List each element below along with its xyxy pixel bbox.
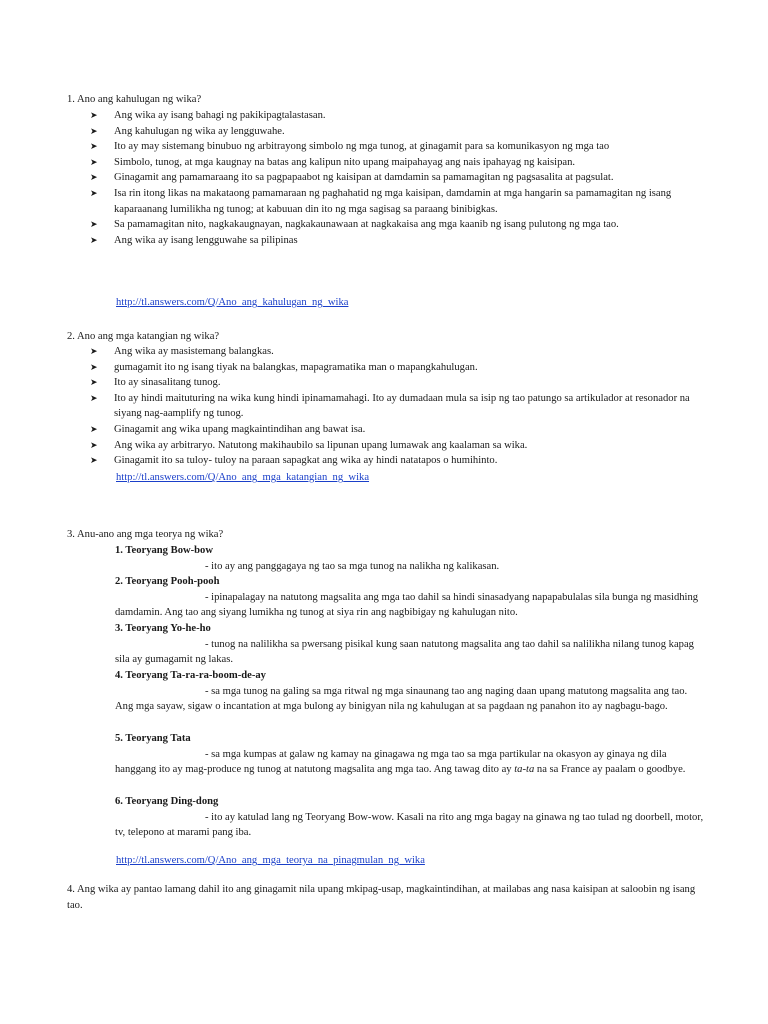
list-item: ➤ Sa pamamagitan nito, nagkakaugnayan, nagkakaunawaan at nagkakaisa ang mga kaanib ng isang pulutong ng mga tao.	[90, 217, 708, 233]
theory-item	[67, 543, 707, 574]
arrow-bullet-icon: ➤	[90, 361, 98, 372]
arrow-bullet-icon: ➤	[90, 377, 98, 388]
theory-item	[67, 621, 707, 668]
theory-title: 3. Teoryang Yo-he-ho	[115, 623, 211, 634]
source-link-1[interactable]: http://tl.answers.com/Q/Ano_ang_kahulugan_ng_wika	[116, 297, 349, 308]
arrow-bullet-icon: ➤	[90, 125, 98, 136]
arrow-bullet-icon: ➤	[90, 172, 98, 183]
list-item: ➤ Ang kahulugan ng wika ay lengguwahe.	[90, 124, 708, 140]
theory-title: 5. Teoryang Tata	[115, 733, 191, 744]
arrow-bullet-icon: ➤	[90, 187, 98, 198]
arrow-bullet-icon: ➤	[90, 141, 98, 152]
arrow-bullet-icon: ➤	[90, 439, 98, 450]
list-item: ➤ Ginagamit ang pamamaraang ito sa pagpapaabot ng kaisipan at damdamin sa pamamagitan ng pagsasalita at pagsulat.	[90, 170, 708, 186]
theory-description: - ipinapalagay na natutong magsalita ang mga tao dahil sa hindi sinasadyang napapabulalas sila bunga ng masidhing damdamin. Ang tao ang siyang lumikha ng tunog at siya rin ang nagbibigay ng kahulugan nito.	[115, 591, 699, 619]
question-2-bullets	[90, 344, 708, 469]
theory-item	[67, 574, 707, 621]
theory-description: - ito ay ang panggagaya ng tao sa mga tunog na nalikha ng kalikasan.	[205, 560, 500, 572]
arrow-bullet-icon: ➤	[90, 219, 98, 230]
theory-item	[67, 731, 707, 778]
arrow-bullet-icon: ➤	[90, 455, 98, 466]
list-item: ➤ Ito ay hindi maituturing na wika kung hindi ipinamamahagi. Ito ay dumadaan mula sa isip ng tao patungo sa artikulador at resonador na siyang nag-aamplify ng tunog.	[90, 392, 690, 420]
list-item: ➤ Ang wika ay arbitraryo. Natutong makihaubilo sa lipunan upang lumawak ang kaalaman sa wika.	[90, 438, 708, 454]
theory-title: 1. Teoryang Bow-bow	[115, 545, 214, 556]
arrow-bullet-icon: ➤	[90, 234, 98, 245]
arrow-bullet-icon: ➤	[90, 346, 98, 356]
arrow-bullet-icon: ➤	[90, 156, 98, 167]
theory-description: - sa mga tunog na galing sa mga ritwal ng mga sinaunang tao ang naging daan upang matutong magsalita ang tao. Ang mga sayaw, sigaw o incantation at mga bulong ay binigyan nila ng kahulugan at sa pagdaan ng panahon ito ay nagbagu-bago.	[115, 685, 688, 713]
arrow-bullet-icon: ➤	[90, 110, 98, 120]
theory-item	[67, 668, 707, 715]
arrow-bullet-icon: ➤	[90, 423, 98, 434]
theory-title: 6. Teoryang Ding-dong	[115, 796, 219, 807]
list-item: ➤ Ginagamit ito sa tuloy- tuloy na paraan sapagkat ang wika ay hindi natatapos o humihinto.	[90, 453, 708, 469]
theory-description: - sa mga kumpas at galaw ng kamay na ginagawa ng mga tao sa mga partikular na okasyon ay ginaya ng dila hanggang ito ay mag-produce ng tunog at natutong magsalita ang mga tao. Ang tawag dito ay ta-ta na sa France ay paalam o goodbye.	[115, 748, 686, 776]
theory-title: 4. Teoryang Ta-ra-ra-boom-de-ay	[115, 670, 266, 681]
list-item: ➤ Ang wika ay isang lengguwahe sa pilipinas	[90, 233, 708, 249]
theory-description: - tunog na nalilikha sa pwersang pisikal kung saan natutong magsalita ang tao dahil sa nalilikha nilang tunog kapag sila ay gumagamit ng lakas.	[115, 638, 694, 666]
list-item: ➤ Ito ay may sistemang binubuo ng arbitrayong simbolo ng mga tunog, at ginagamit para sa komunikasyon ng mga tao	[90, 139, 708, 155]
source-link-3[interactable]: http://tl.answers.com/Q/Ano_ang_mga_teorya_na_pinagmulan_ng_wika	[116, 855, 425, 866]
question-4-paragraph: 4. Ang wika ay pantao lamang dahil ito ang ginagamit nila upang mkipag-usap, magkaintindihan, at mailabas ang nasa kaisipan at saloobin ng isang tao.	[67, 884, 696, 911]
question-3-heading: 3. Anu-ano ang mga teorya ng wika?	[67, 529, 224, 540]
list-item: ➤ Ang wika ay isang bahagi ng pakikipagtalastasan.	[90, 108, 708, 124]
list-item: ➤ Ito ay sinasalitang tunog.	[90, 375, 708, 391]
theory-item	[67, 794, 707, 841]
list-item: ➤ Isa rin itong likas na makataong pamamaraan ng paghahatid ng mga kaisipan, damdamin at mga hangarin sa pamamagitan ng isang kaparaanang lumilikha ng tunog; at kabuuan din ito ng mga sagisag sa paraang binibigkas.	[90, 187, 672, 215]
list-item: ➤ gumagamit ito ng isang tiyak na balangkas, mapagramatika man o mapangkahulugan.	[90, 360, 708, 376]
theory-description: - ito ay katulad lang ng Teoryang Bow-wow. Kasali na rito ang mga bagay na ginawa ng tao tulad ng doorbell, motor, tv, telepono at marami pang iba.	[115, 811, 704, 839]
list-item: ➤ Ginagamit ang wika upang magkaintindihan ang bawat isa.	[90, 422, 708, 438]
list-item: ➤ Simbolo, tunog, at mga kaugnay na batas ang kalipun nito upang maipahayag ang nais ipahayag ng kaisipan.	[90, 155, 708, 171]
source-link-2[interactable]: http://tl.answers.com/Q/Ano_ang_mga_katangian_ng_wika	[116, 472, 370, 483]
question-1-bullets	[90, 108, 708, 248]
question-1-heading: 1. Ano ang kahulugan ng wika?	[67, 94, 202, 105]
question-2-heading: 2. Ano ang mga katangian ng wika?	[67, 331, 220, 342]
list-item: ➤ Ang wika ay masistemang balangkas.	[90, 344, 708, 360]
theory-title: 2. Teoryang Pooh-pooh	[115, 576, 220, 587]
arrow-bullet-icon: ➤	[90, 392, 98, 403]
